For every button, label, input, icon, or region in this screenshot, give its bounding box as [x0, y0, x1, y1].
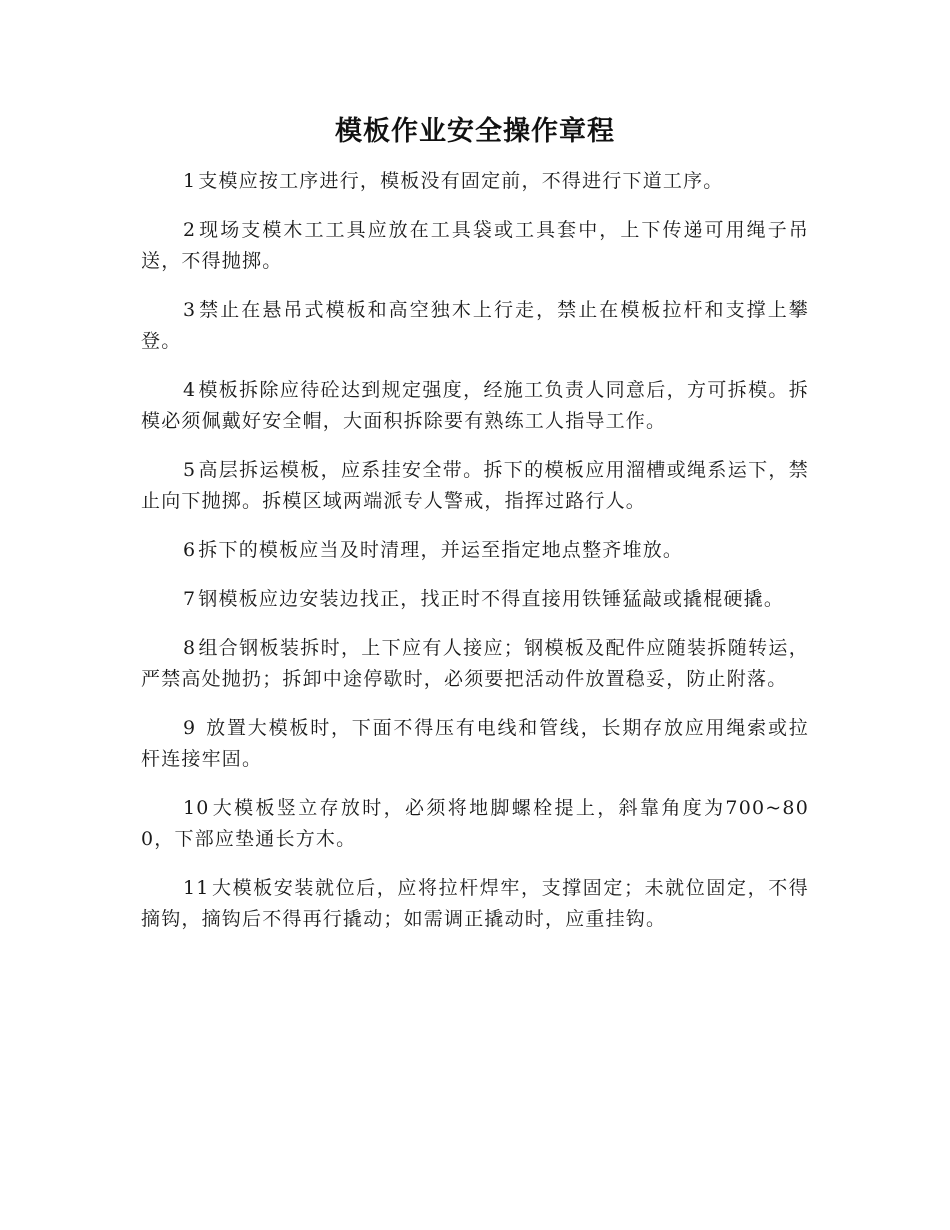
- clause-text: 组合钢板装拆时，上下应有人接应；钢模板及配件应随装拆随转运，严禁高处抛扔；拆卸中途停歇时，必须要把活动件放置稳妥，防止附落。: [141, 637, 809, 690]
- clause-number: 9: [183, 717, 197, 739]
- clause-number: 1: [183, 170, 197, 192]
- clause-item: [141, 375, 809, 437]
- clause-item: [141, 535, 809, 566]
- clause-number: 3: [183, 299, 197, 321]
- clause-number: 11: [183, 877, 210, 899]
- clause-text: 放置大模板时，下面不得压有电线和管线，长期存放应用绳索或拉杆连接牢固。: [141, 717, 809, 770]
- clause-text: 拆下的模板应当及时清理，并运至指定地点整齐堆放。: [198, 539, 684, 561]
- clause-text: 大模板安装就位后，应将拉杆焊牢，支撑固定；未就位固定，不得摘钩，摘钩后不得再行撬动；如需调正撬动时，应重挂钩。: [141, 877, 809, 930]
- document-title: 模板作业安全操作章程: [335, 116, 615, 147]
- clause-number: 4: [183, 379, 197, 401]
- clause-text: 支模应按工序进行，模板没有固定前，不得进行下道工序。: [198, 170, 724, 192]
- clause-text: 禁止在悬吊式模板和高空独木上行走，禁止在模板拉杆和支撑上攀登。: [141, 299, 809, 352]
- clause-number: 10: [183, 797, 210, 819]
- clause-number: 5: [183, 459, 197, 481]
- clause-text: 高层拆运模板，应系挂安全带。拆下的模板应用溜槽或绳系运下，禁止向下抛掷。拆模区域两端派专人警戒，指挥过路行人。: [141, 459, 809, 512]
- clause-number: 7: [183, 588, 197, 610]
- clause-item: [141, 793, 809, 855]
- clause-text: 现场支模木工工具应放在工具袋或工具套中，上下传递可用绳子吊送，不得抛掷。: [141, 219, 809, 272]
- clause-number: 6: [183, 539, 197, 561]
- clause-item: [141, 295, 809, 357]
- clause-list: [141, 166, 809, 935]
- clause-item: [141, 166, 809, 197]
- clause-number: 8: [183, 637, 197, 659]
- clause-text: 模板拆除应待砼达到规定强度，经施工负责人同意后，方可拆模。拆模必须佩戴好安全帽，大面积拆除要有熟练工人指导工作。: [141, 379, 809, 432]
- clause-number: 2: [183, 219, 197, 241]
- clause-item: [141, 873, 809, 935]
- clause-item: [141, 713, 809, 775]
- clause-item: [141, 633, 809, 695]
- clause-item: [141, 455, 809, 517]
- document-page: [141, 112, 809, 953]
- clause-item: [141, 584, 809, 615]
- clause-text: 大模板竖立存放时，必须将地脚螺栓提上，斜靠角度为700~800，下部应垫通长方木。: [141, 797, 809, 850]
- clause-item: [141, 215, 809, 277]
- clause-text: 钢模板应边安装边找正，找正时不得直接用铁锤猛敲或撬棍硬撬。: [198, 588, 785, 610]
